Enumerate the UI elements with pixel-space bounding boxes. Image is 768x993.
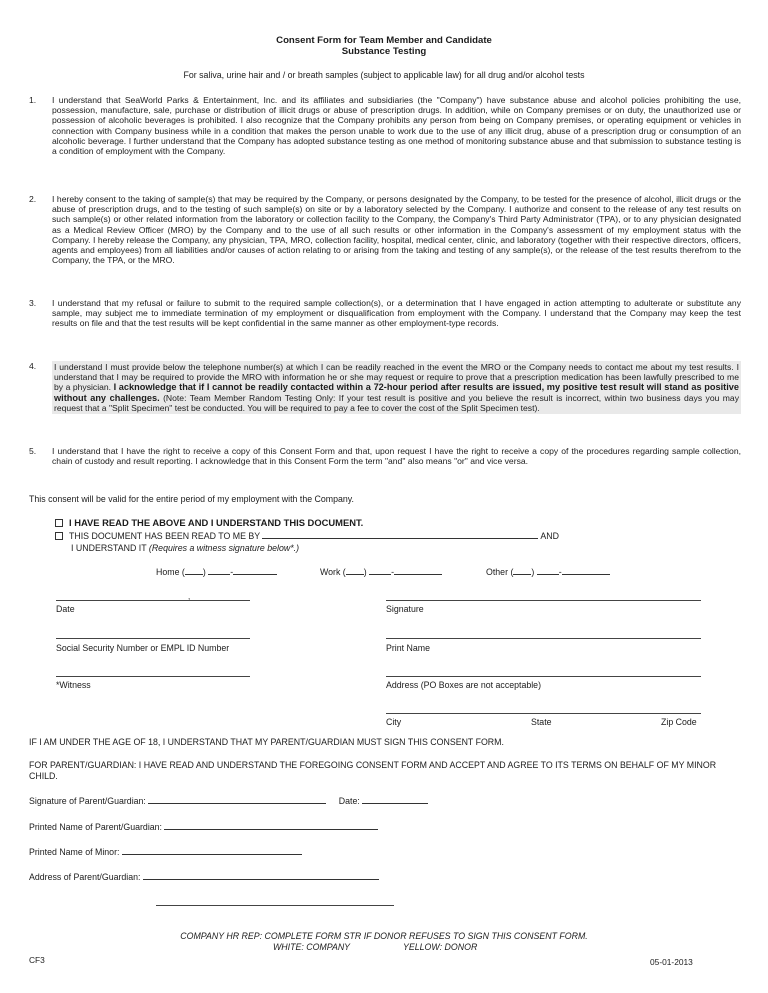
read-understand-checkbox[interactable] [55, 519, 63, 527]
paragraph-1 [29, 95, 741, 156]
guardian-signature-line[interactable] [148, 803, 326, 804]
date-label: Date [56, 604, 75, 614]
read-to-me-and: AND [540, 531, 559, 541]
work-phone-label: Work ( [320, 567, 346, 577]
guardian-address-row [29, 872, 379, 882]
paragraph-text-shaded [52, 361, 741, 414]
paragraph-number: 3. [29, 298, 37, 308]
read-to-me-row [55, 531, 559, 541]
form-code: CF3 [29, 955, 45, 965]
address-label: Address (PO Boxes are not acceptable) [386, 680, 542, 690]
minor-notice: IF I AM UNDER THE AGE OF 18, I UNDERSTAND THAT MY PARENT/GUARDIAN MUST SIGN THIS CONSENT FORM. [29, 737, 504, 747]
minor-printed-name-line[interactable] [122, 854, 302, 855]
guardian-statement: FOR PARENT/GUARDIAN: I HAVE READ AND UNDERSTAND THE FOREGOING CONSENT FORM AND ACCEPT AND AGREE TO ITS TERMS ON BEHALF OF MY MINOR CHILD. [29, 760, 717, 781]
signature-label: Signature [386, 604, 424, 614]
copy-white: WHITE: COMPANY [273, 942, 351, 952]
print-name-label: Print Name [386, 643, 430, 653]
paragraph-text: I hereby consent to the taking of sample(s) that may be required by the Company, or persons designated by the Company, to be tested for the presence of alcohol, illicit drugs or the abuse of prescription drugs, and to the testing of such sample(s) on site or by a laboratory selected by the Company. I authorize and consent to the release of any test results on such sample(s) or other related information from the laboratory or collection facility to the Company, the Company's Third Party Administrator (TPA), or to any physician designated as a Medical Review Officer (MRO) by the Company and to the use of all such results or other information in the Company's assessment of my employment status with the Company. I hereby release the Company, any physician, TPA, MRO, collection facility, hospital, medical center, clinic, and laboratory (together with their respective directors, officers, agents and employees) from all liabilities and/or causes of action relating to or arising from the taking and testing of any sample(s), or the release of the test results therefrom to the Company, the TPA, or the MRO. [52, 194, 741, 266]
paragraph-4 [29, 361, 741, 414]
paragraph-text: I understand that SeaWorld Parks & Entertainment, Inc. and its affiliates and subsidiaries (the "Company") have substance abuse and alcohol policies prohibiting the use, possession, manufacture, sale, purchase or distribution of illicit drugs or abuse of prescription drugs. In addition, while on Company premises or on duty, the unauthorized use or possession of alcoholic beverages is prohibited. I also recognize that the Company prohibits any person from being on Company premises, or operating equipment or vehicles in connection with Company business while in a condition that makes the person unable to work due to the use of any illicit drug, abuse of a prescription drug or consumption of an alcoholic beverage. I further understand that the Company has adopted substance testing as one method of monitoring substance abuse and that submission to substance testing is a condition of employment with the Company. [52, 95, 741, 157]
form-subtitle: For saliva, urine hair and / or breath samples (subject to applicable law) for all drug and/or alcohol tests [183, 70, 585, 80]
reader-name-line[interactable] [262, 538, 538, 539]
guardian-printed-name-line[interactable] [164, 829, 378, 830]
read-understand-row [55, 518, 363, 528]
print-name-line[interactable] [386, 638, 701, 639]
witness-label: *Witness [56, 680, 91, 690]
home-phone-field[interactable]: Home ( ) - [156, 567, 277, 577]
paragraph-5 [29, 446, 741, 466]
work-phone-field[interactable]: Work ( ) - [320, 567, 442, 577]
paragraph-text-part-a: I understand I must provide below the telephone number(s) at which I can be readily reached in the event the MRO or the Company needs to contact me about my test results. I understand that I may be required to provide the MRO with information he or she may request or require to prove that a prescription medication has been lawfully prescribed to me by a physician. [54, 362, 739, 393]
paragraph-number: 1. [29, 95, 37, 105]
minor-printed-name-row [29, 847, 302, 857]
form-title-line1: Consent Form for Team Member and Candidate [276, 35, 492, 46]
signature-line[interactable] [386, 600, 701, 601]
paragraph-number: 2. [29, 194, 37, 204]
ssn-line[interactable] [56, 638, 250, 639]
witness-line[interactable] [56, 676, 250, 677]
understand-label: I UNDERSTAND IT [71, 543, 147, 553]
guardian-signature-label: Signature of Parent/Guardian: [29, 796, 146, 806]
paragraph-text-bold: I acknowledge that if I cannot be readily contacted within a 72-hour period after results are issued, my positive test result will stand as positive without any challenges. [54, 382, 739, 403]
understand-row [71, 543, 299, 553]
zip-label: Zip Code [661, 717, 697, 727]
guardian-address-label: Address of Parent/Guardian: [29, 872, 141, 882]
city-label: City [386, 717, 402, 727]
state-label: State [531, 717, 552, 727]
date-separator: , [188, 592, 191, 601]
witness-note: (Requires a witness signature below*.) [148, 543, 299, 553]
other-phone-label: Other ( [486, 567, 514, 577]
guardian-address-line[interactable] [143, 879, 379, 880]
read-to-me-label: THIS DOCUMENT HAS BEEN READ TO ME BY [69, 531, 260, 541]
other-phone-field[interactable]: Other ( ) - [486, 567, 610, 577]
guardian-date-line[interactable] [362, 803, 428, 804]
address-line[interactable] [386, 676, 701, 677]
minor-printed-name-label: Printed Name of Minor: [29, 847, 120, 857]
paragraph-text-part-b: (Note: Team Member Random Testing Only: If your test result is positive and you believe the result is incorrect, within two business days you may request that a "Split Specimen" test be conducted. You will be required to pay a fee to cover the cost of the Split Specimen test). [54, 392, 740, 413]
paragraph-3 [29, 298, 741, 329]
guardian-address-line-2[interactable] [156, 905, 394, 906]
guardian-printed-name-row [29, 822, 378, 832]
home-phone-label: Home ( [156, 567, 185, 577]
guardian-signature-row [29, 796, 428, 806]
guardian-date-label: Date: [338, 796, 360, 806]
form-title-line2: Substance Testing [341, 46, 427, 57]
copy-yellow: YELLOW: DONOR [403, 942, 478, 952]
hr-rep-note: COMPANY HR REP: COMPLETE FORM STR IF DONOR REFUSES TO SIGN THIS CONSENT FORM. [180, 931, 588, 941]
ssn-label: Social Security Number or EMPL ID Number [56, 643, 230, 653]
validity-statement: This consent will be valid for the entire period of my employment with the Company. [29, 494, 354, 504]
read-to-me-checkbox[interactable] [55, 532, 63, 540]
form-date: 05-01-2013 [650, 957, 693, 967]
city-state-zip-line[interactable] [386, 713, 701, 714]
guardian-printed-name-label: Printed Name of Parent/Guardian: [29, 822, 163, 832]
paragraph-number: 4. [29, 361, 37, 371]
paragraph-number: 5. [29, 446, 37, 456]
paragraph-text: I understand that my refusal or failure to submit to the required sample collection(s), or a determination that I have engaged in action attempting to adulterate or substitute any sample, may subject me to immediate termination of my employment or disqualification from employment with the Company. I understand that the Company may keep the test results on file and that the test results will be kept confidential in the same manner as other employment-type records. [52, 298, 741, 329]
paragraph-2 [29, 194, 741, 265]
paragraph-text: I understand that I have the right to receive a copy of this Consent Form and that, upon request I have the right to receive a copy of the procedures regarding sample collection, chain of custody and result reporting. I acknowledge that in this Consent Form the term "and" also means "or" and vice versa. [52, 446, 741, 467]
date-line[interactable] [56, 600, 250, 601]
read-understand-label: I HAVE READ THE ABOVE AND I UNDERSTAND THIS DOCUMENT. [69, 517, 364, 528]
